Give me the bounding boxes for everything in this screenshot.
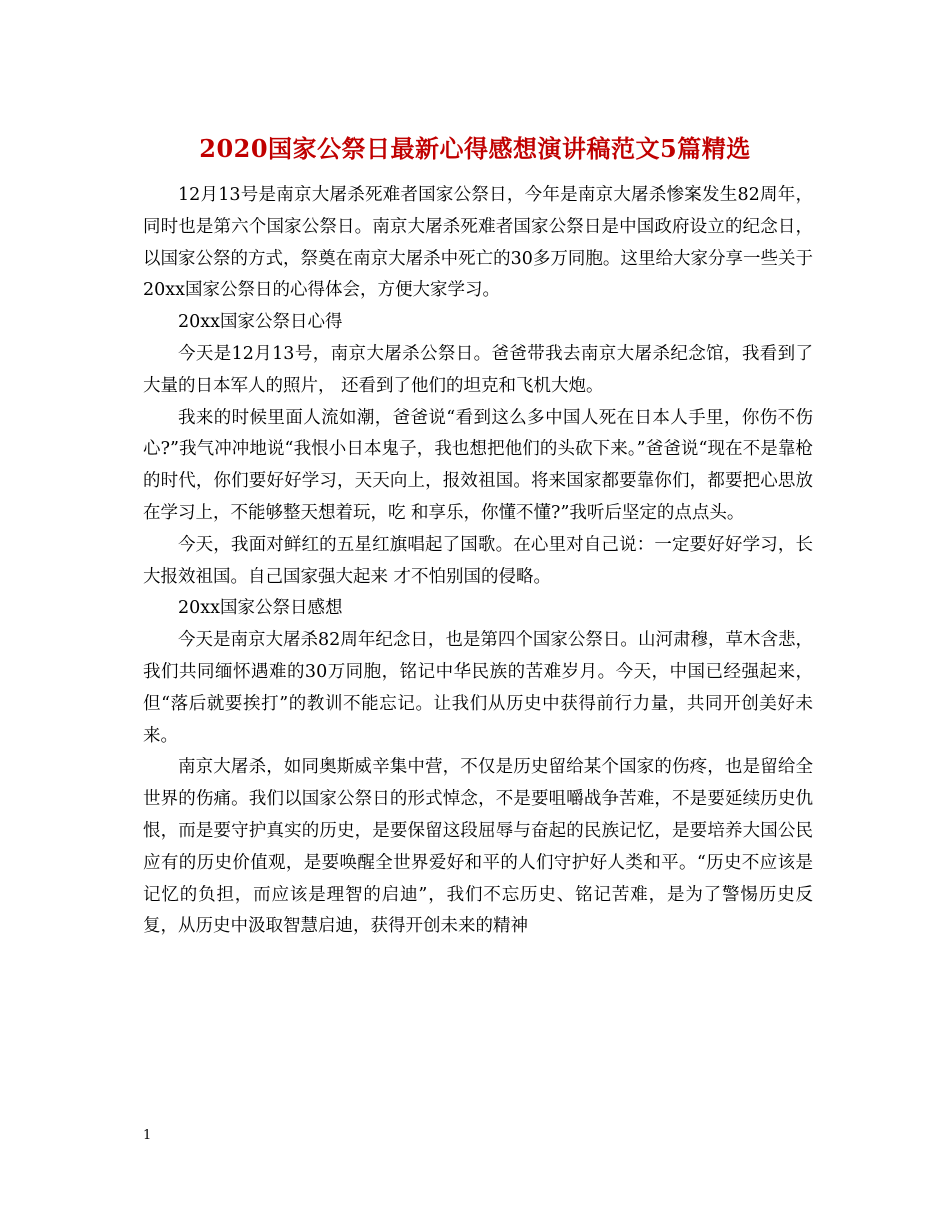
section-heading-ganxiang: 20xx国家公祭日感想 <box>178 598 343 619</box>
body-paragraph: 今天是12月13号，南京大屠杀公祭日。爸爸带我去南京大屠杀纪念馆，我看到了大量的日本军人的照片， 还看到了他们的坦克和飞机大炮。 <box>143 343 813 396</box>
body-paragraph: 今天是南京大屠杀82周年纪念日，也是第四个国家公祭日。山河肃穆，草木含悲，我们共同缅怀遇难的30万同胞，铭记中华民族的苦难岁月。今天，中国已经强起来，但“落后就要挨打”的教训不能忘记。让我们从历史中获得前行力量，共同开创美好未来。 <box>143 630 813 746</box>
body-paragraph: 南京大屠杀，如同奥斯威辛集中营，不仅是历史留给某个国家的伤疼，也是留给全世界的伤痛。我们以国家公祭日的形式悼念，不是要咀嚼战争苦难，不是要延续历史仇恨，而是要守护真实的历史，是要保留这段屈辱与奋起的民族记忆，是要培养大国公民应有的历史价值观，是要唤醒全世界爱好和平的人们守护好人类和平。“历史不应该是记忆的负担，而应该是理智的启迪”，我们不忘历史、铭记苦难，是为了警惕历史反复，从历史中汲取智慧启迪，获得开创未来的精神 <box>143 757 813 937</box>
document-body <box>143 180 813 943</box>
document-title: 2020国家公祭日最新心得感想演讲稿范文5篇精选 <box>199 134 751 163</box>
section-heading-xinde: 20xx国家公祭日心得 <box>178 312 343 333</box>
page-number: 1 <box>143 1128 152 1143</box>
body-paragraph: 今天，我面对鲜红的五星红旗唱起了国歌。在心里对自己说：一定要好好学习，长大报效祖国。自己国家强大起来 才不怕别国的侵略。 <box>143 534 813 587</box>
intro-paragraph: 12月13号是南京大屠杀死难者国家公祭日，今年是南京大屠杀惨案发生82周年，同时也是第六个国家公祭日。南京大屠杀死难者国家公祭日是中国政府设立的纪念日，以国家公祭的方式，祭奠在南京大屠杀中死亡的30多万同胞。这里给大家分享一些关于20xx国家公祭日的心得体会，方便大家学习。 <box>143 185 813 301</box>
body-paragraph: 我来的时候里面人流如潮，爸爸说“看到这么多中国人死在日本人手里，你伤不伤心?”我气冲冲地说“我恨小日本鬼子，我也想把他们的头砍下来。”爸爸说“现在不是靠枪的时代，你们要好好学习，天天向上，报效祖国。将来国家都要靠你们，都要把心思放在学习上，不能够整天想着玩，吃 和享乐，你懂不懂?”我听后坚定的点点头。 <box>143 407 813 523</box>
